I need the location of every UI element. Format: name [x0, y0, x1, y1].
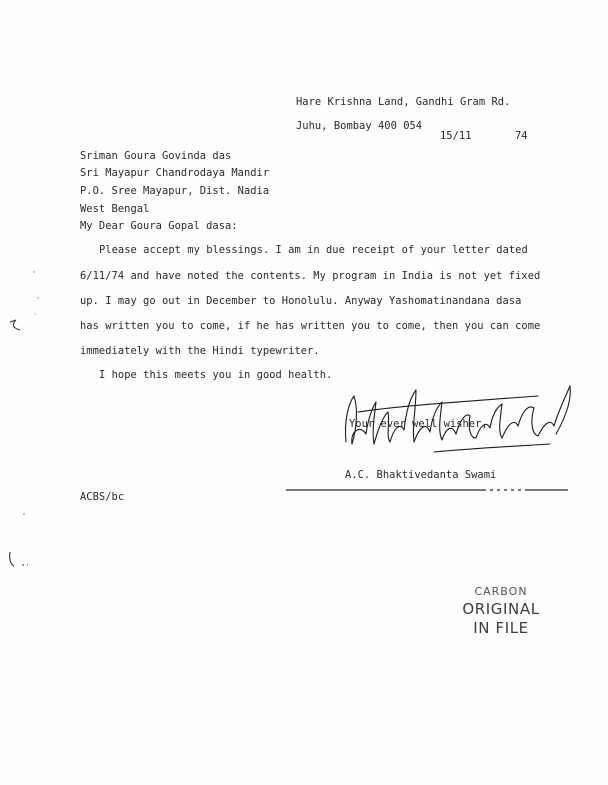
- margin-speck: [20, 510, 30, 520]
- reference-initials: ACBS/bc: [80, 491, 125, 503]
- body-line: up. I may go out in December to Honolulu. Anyway Yashomatinandana dasa: [80, 295, 522, 307]
- body-line: immediately with the Hindi typewriter.: [80, 345, 320, 357]
- recipient-name: Sriman Goura Govinda das: [80, 150, 232, 162]
- handwritten-signature: [338, 382, 578, 480]
- margin-specks: [30, 268, 42, 318]
- margin-mark: [8, 316, 24, 332]
- recipient-address-line: Sri Mayapur Chandrodaya Mandir: [80, 167, 270, 179]
- signatory-name: A.C. Bhaktivedanta Swami: [345, 469, 497, 481]
- letterhead-address-line2: Juhu, Bombay 400 054: [296, 120, 423, 132]
- body-line: has written you to come, if he has written you to come, then you can come: [80, 320, 541, 332]
- recipient-address-line: West Bengal: [80, 203, 150, 215]
- stamp-line-carbon: CARBON: [474, 585, 528, 598]
- recipient-address-line: P.O. Sree Mayapur, Dist. Nadia: [80, 185, 270, 197]
- body-line: 6/11/74 and have noted the contents. My program in India is not yet fixed: [80, 270, 541, 282]
- margin-mark: [6, 550, 30, 570]
- signature-rule: [286, 489, 568, 491]
- letter-date-year: 74: [515, 130, 528, 142]
- letter-date-day-month: 15/11: [440, 130, 472, 142]
- stamp-line-in-file: IN FILE: [473, 619, 529, 637]
- stamp-line-original: ORIGINAL: [462, 600, 540, 618]
- closing-line: I hope this meets you in good health.: [99, 369, 333, 381]
- body-line: Please accept my blessings. I am in due receipt of your letter dated: [99, 244, 528, 256]
- letterhead-address-line1: Hare Krishna Land, Gandhi Gram Rd.: [296, 96, 511, 108]
- valediction: Your ever well wisher,: [349, 418, 488, 430]
- salutation: My Dear Goura Gopal dasa:: [80, 220, 238, 232]
